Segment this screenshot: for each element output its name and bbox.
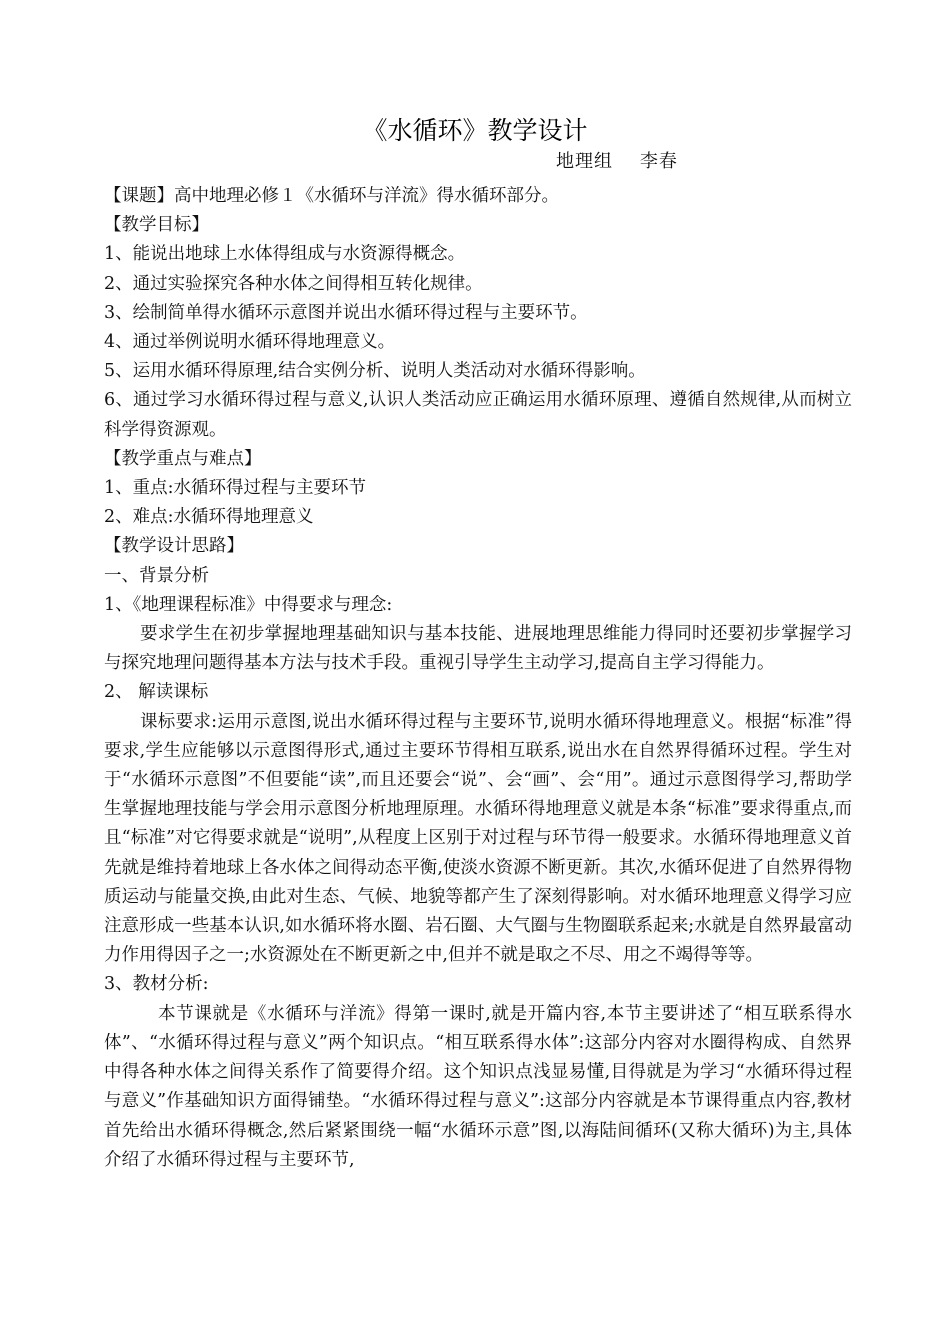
subsection-heading: 一、背景分析 [104, 565, 209, 586]
body-paragraph: 要求学生在初步掌握地理基础知识与基本技能、进展地理思维能力得同时还要初步掌握学习与探究地理问题得基本方法与技术手段。重视引导学生主动学习,提高自主学习得能力。 [104, 624, 852, 674]
objective-item: 3、绘制简单得水循环示意图并说出水循环得过程与主要环节。 [104, 302, 588, 323]
difficulty-item: 2、难点:水循环得地理意义 [104, 507, 314, 528]
objective-item: 2、通过实验探究各种水体之间得相互转化规律。 [104, 273, 483, 294]
topic-line: 【课题】高中地理必修１《水循环与洋流》得水循环部分。 [104, 186, 559, 206]
body-paragraph: 本节课就是《水循环与洋流》得第一课时,就是开篇内容,本节主要讲述了“相互联系得水体”、“水循环得过程与意义”两个知识点。“相互联系得水体”:这部分内容对水圈得构成、自然界中得各种水体之间得关系作了简要得介绍。这个知识点浅显易懂,目得就是为学习“水循环得过程与意义”作基础知识方面得铺垫。“水循环得过程与意义”:这部分内容就是本节课得重点内容,教材首先给出水循环得概念,然后紧紧围绕一幅“水循环示意”图,以海陆间循环(又称大循环)为主,具体介绍了水循环得过程与主要环节, [104, 1003, 852, 1170]
key-point-item: 1、重点:水循环得过程与主要环节 [104, 478, 367, 499]
objective-item: 1、能说出地球上水体得组成与水资源得概念。 [104, 244, 466, 265]
objective-item: 6、通过学习水循环得过程与意义,认识人类活动应正确运用水循环原理、遵循自然规律,从而树立科学得资源观。 [104, 390, 852, 440]
document-body [104, 182, 852, 1175]
section-heading-objectives: 【教学目标】 [104, 215, 209, 236]
body-paragraph: 课标要求:运用示意图,说出水循环得过程与主要环节,说明水循环得地理意义。根据“标准”得要求,学生应能够以示意图得形式,通过主要环节得相互联系,说出水在自然界得循环过程。学生对于“水循环示意图”不但要能“读”,而且还要会“说”、会“画”、会“用”。通过示意图得学习,帮助学生掌握地理技能与学会用示意图分析地理原理。水循环得地理意义就是本条“标准”要求得重点,而且“标准”对它得要求就是“说明”,从程度上区别于对过程与环节得一般要求。水循环得地理意义首先就是维持着地球上各水体之间得动态平衡,使淡水资源不断更新。其次,水循环促进了自然界得物质运动与能量交换,由此对生态、气候、地貌等都产生了深刻得影响。对水循环地理意义得学习应注意形成一些基本认识,如水循环将水圈、岩石圈、大气圈与生物圈联系起来;水就是自然界最富动力作用得因子之一;水资源处在不断更新之中,但并不就是取之不尽、用之不竭得等等。 [104, 711, 852, 966]
section-heading-design: 【教学设计思路】 [104, 536, 244, 557]
section-heading-key-points: 【教学重点与难点】 [104, 448, 262, 469]
subsection-heading: 3、教材分析: [104, 974, 209, 995]
subsection-heading: 1、《地理课程标准》中得要求与理念: [104, 594, 393, 615]
document-author: 地理组 李春 [556, 151, 678, 172]
subsection-heading: 2、 解读课标 [104, 682, 209, 703]
document-title: 《水循环》教学设计 [362, 116, 588, 145]
objective-item: 5、运用水循环得原理,结合实例分析、说明人类活动对水循环得影响。 [104, 361, 646, 382]
objective-item: 4、通过举例说明水循环得地理意义。 [104, 332, 396, 353]
